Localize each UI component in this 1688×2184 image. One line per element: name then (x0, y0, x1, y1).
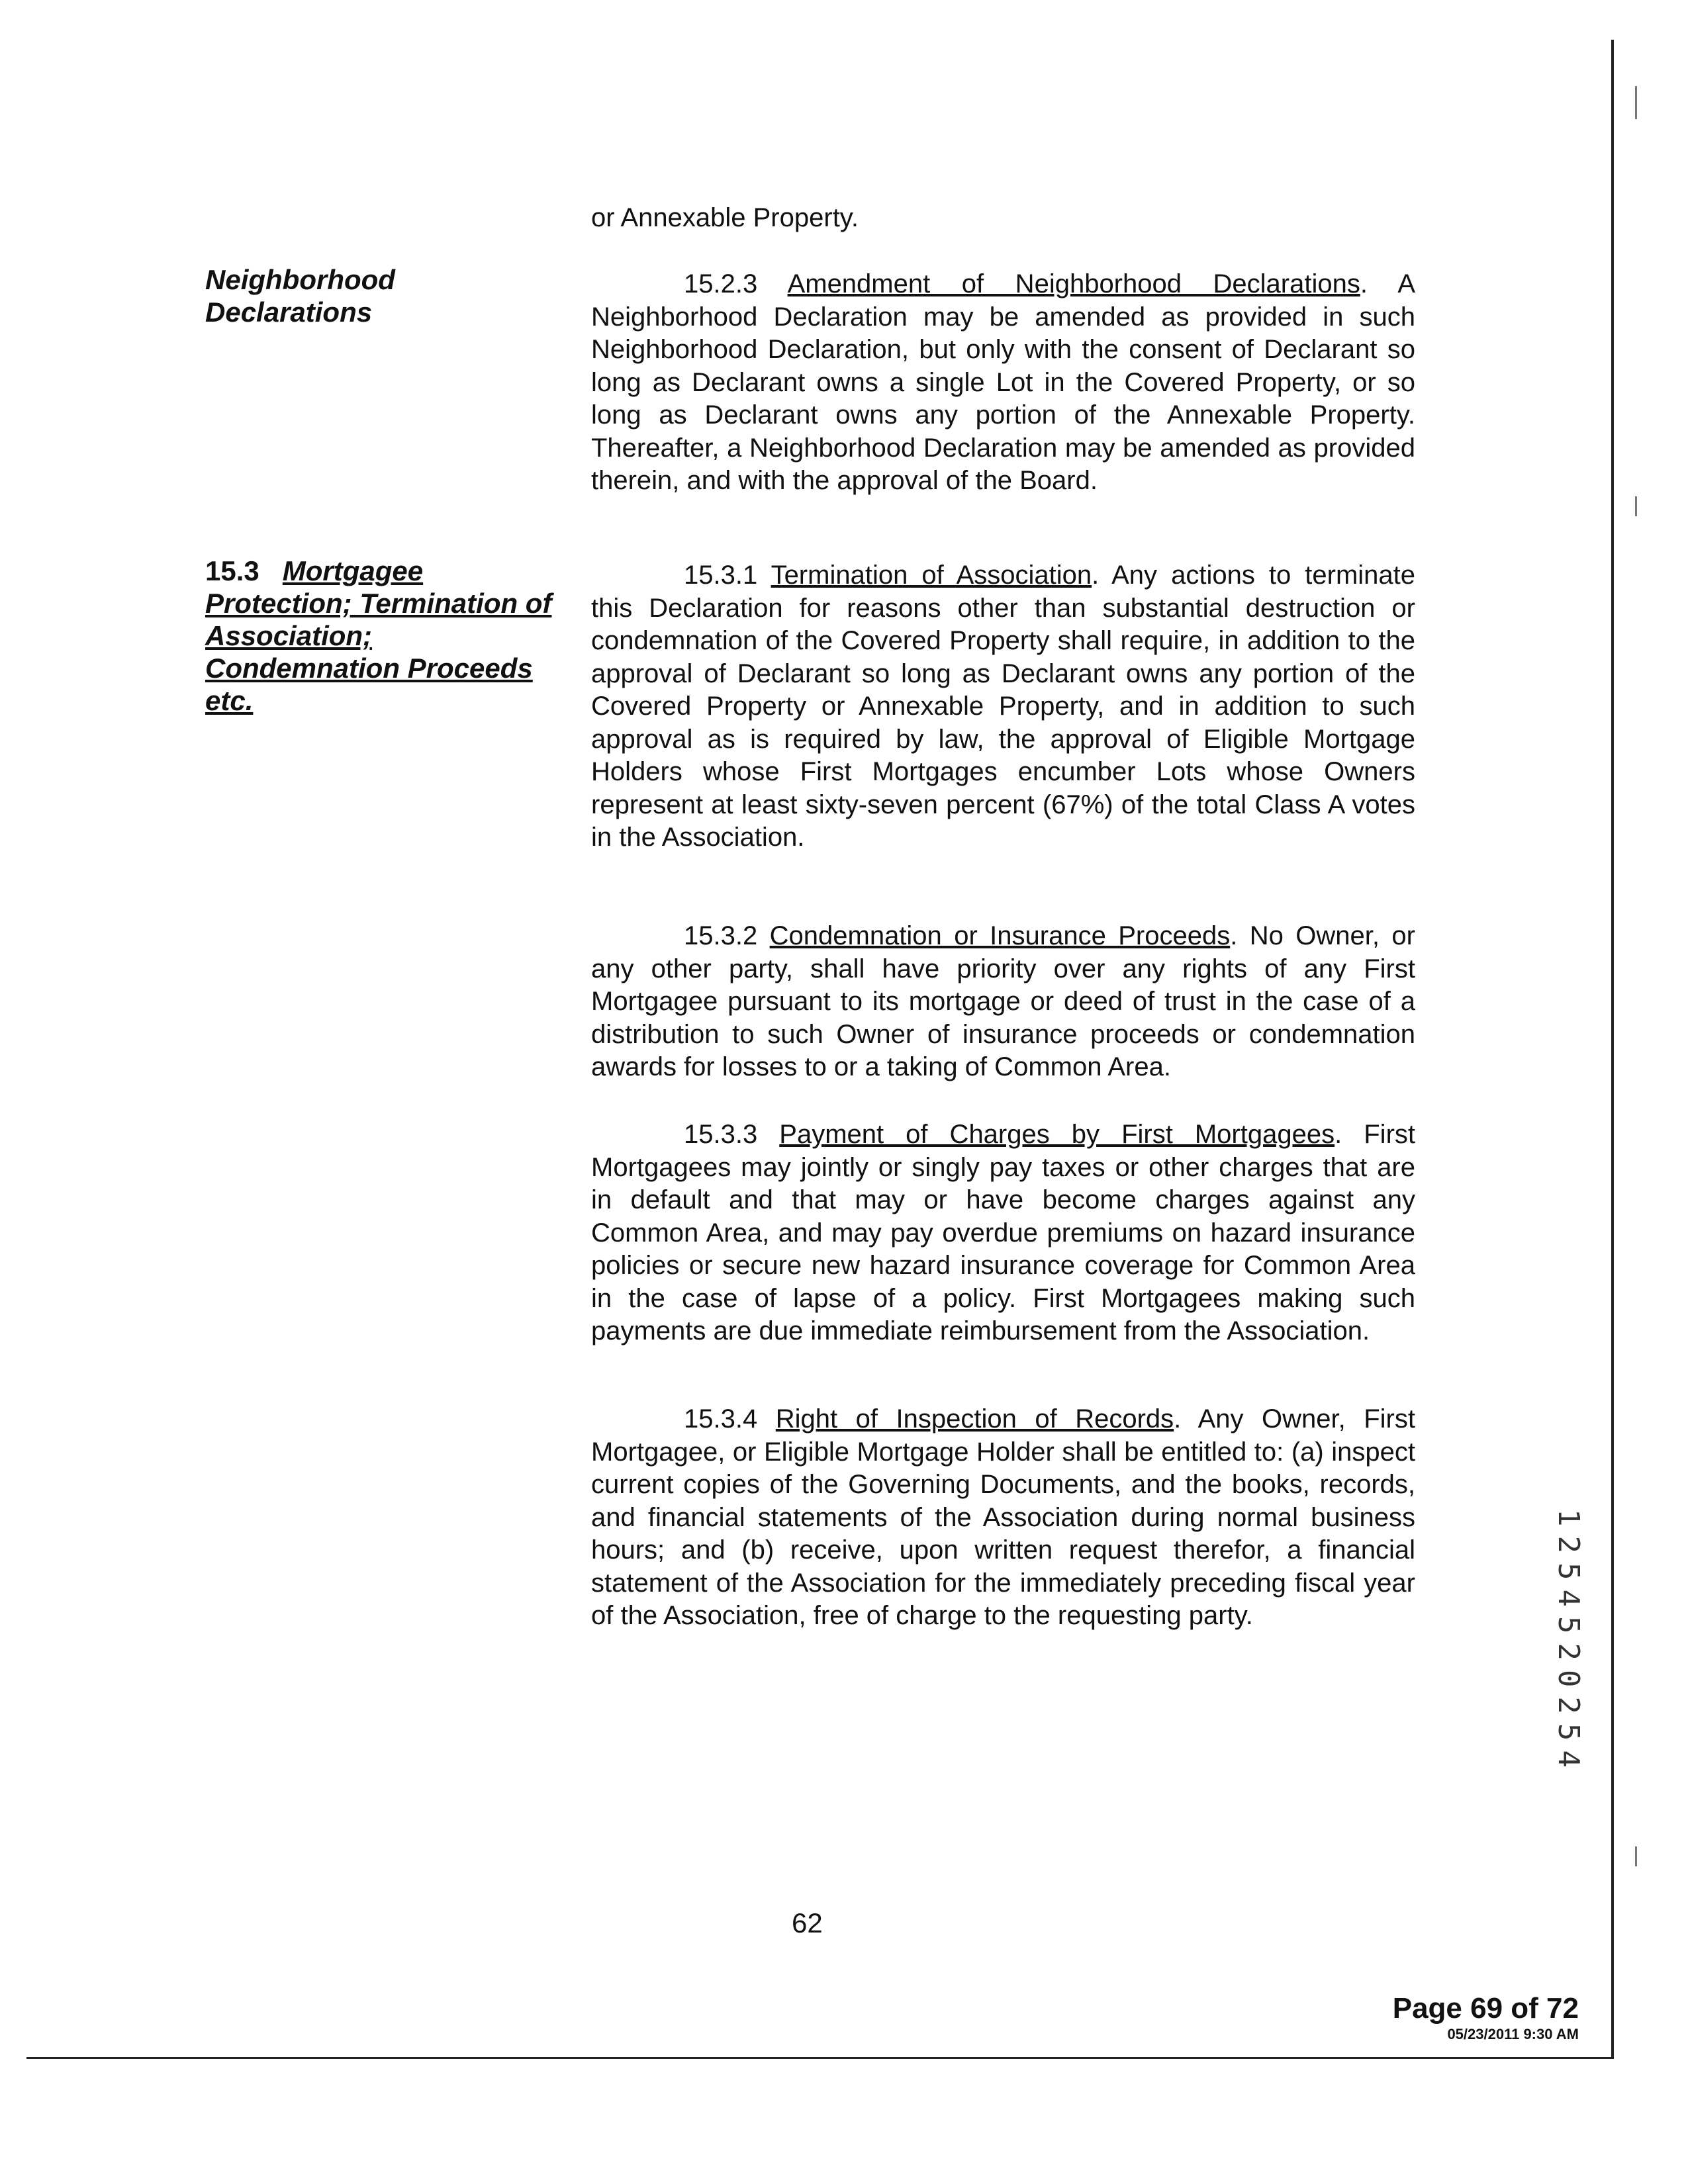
section-text: . A Neighborhood Declaration may be amended as provided in such Neighborhood Declaration, but only with the consent of Declarant so long as Declarant owns a single Lot in the Covered Property, or so long as Declarant owns any portion of the Annexable Property. Thereafter, a Neighborhood Declaration may be amended as provided therein, and with the approval of the Board. (591, 269, 1416, 495)
side-heading-line (205, 555, 551, 587)
section-heading: Amendment of Neighborhood Declarations (787, 269, 1360, 298)
right-border-rule (1611, 40, 1614, 2058)
side-heading-neighborhood (205, 263, 395, 328)
page-number: 62 (792, 1907, 823, 1938)
stamp-date: 05/23/2011 9:30 AM (1447, 2026, 1579, 2042)
section-15-3-4 (591, 1403, 1415, 1633)
side-heading-15-3 (205, 555, 551, 717)
section-heading: Condemnation or Insurance Proceeds (769, 921, 1231, 950)
section-heading: Right of Inspection of Records (775, 1404, 1174, 1433)
section-text: . No Owner, or any other party, shall have priority over any rights of any First Mortgagee pursuant to its mortgage or deed of trust in the case of a distribution to such Owner of insurance proceeds or condemnation awards for losses to or a taking of Common Area. (591, 921, 1415, 1081)
section-number: 15.2.3 (684, 269, 758, 298)
bottom-border-rule (26, 2057, 1614, 2059)
section-15-3-3 (591, 1118, 1415, 1348)
side-heading-line: Mortgagee (282, 555, 424, 586)
section-heading: Payment of Charges by First Mortgagees (779, 1120, 1335, 1149)
section-number: 15.3.4 (684, 1404, 758, 1433)
side-heading-line: Condemnation Proceeds (205, 653, 533, 684)
section-number: 15.3.3 (684, 1120, 758, 1149)
section-15-2-3 (591, 268, 1415, 498)
section-text: . First Mortgagees may jointly or singly pay taxes or other charges that are in default and that may or have become charges against any Common Area, and may pay overdue premiums on hazard insurance policies or secure new hazard insurance coverage for Common Area in the case of lapse of a policy. First Mortgagees making such payments are due immediate reimbursement from the Association. (591, 1120, 1415, 1345)
scan-mark (1635, 1846, 1637, 1866)
section-15-3-1 (591, 559, 1415, 854)
side-heading-line: Protection; Termination of (205, 588, 552, 619)
section-number: 15.3.2 (684, 921, 758, 950)
side-heading-number: 15.3 (205, 555, 259, 586)
section-15-3-2 (591, 920, 1415, 1084)
side-heading-line: Declarations (205, 296, 373, 328)
stamp-page-count: Page 69 of 72 (1392, 1992, 1579, 2025)
vertical-recording-number: 1254520254 (1552, 1509, 1585, 1777)
side-heading-line: etc. (205, 685, 254, 716)
section-text: . Any actions to terminate this Declaration for reasons other than substantial destruction or condemnation of the Covered Property shall require, in addition to the approval of Declarant so long as Declarant owns any portion of the Covered Property or Annexable Property, and in addition to such approval as is required by law, the approval of Eligible Mortgage Holders whose First Mortgages encumber Lots whose Owners represent at least sixty-seven percent (67%) of the total Class A votes in the Association. (591, 561, 1416, 852)
section-heading: Termination of Association (771, 561, 1092, 590)
section-text: . Any Owner, First Mortgagee, or Eligible Mortgage Holder shall be entitled to: (a) inspect current copies of the Governing Documents, and the books, records, and financial statements of the Association during normal business hours; and (b) receive, upon written request therefor, a financial statement of the Association for the immediately preceding fiscal year of the Association, free of charge to the requesting party. (591, 1404, 1415, 1630)
scan-mark (1635, 86, 1637, 119)
scan-mark (1635, 496, 1637, 516)
continuation-text: or Annexable Property. (591, 203, 859, 232)
recording-stamp (1393, 1992, 1579, 2044)
section-number: 15.3.1 (684, 561, 758, 590)
side-heading-line: Neighborhood (205, 264, 395, 295)
side-heading-line: Association; (205, 620, 373, 651)
